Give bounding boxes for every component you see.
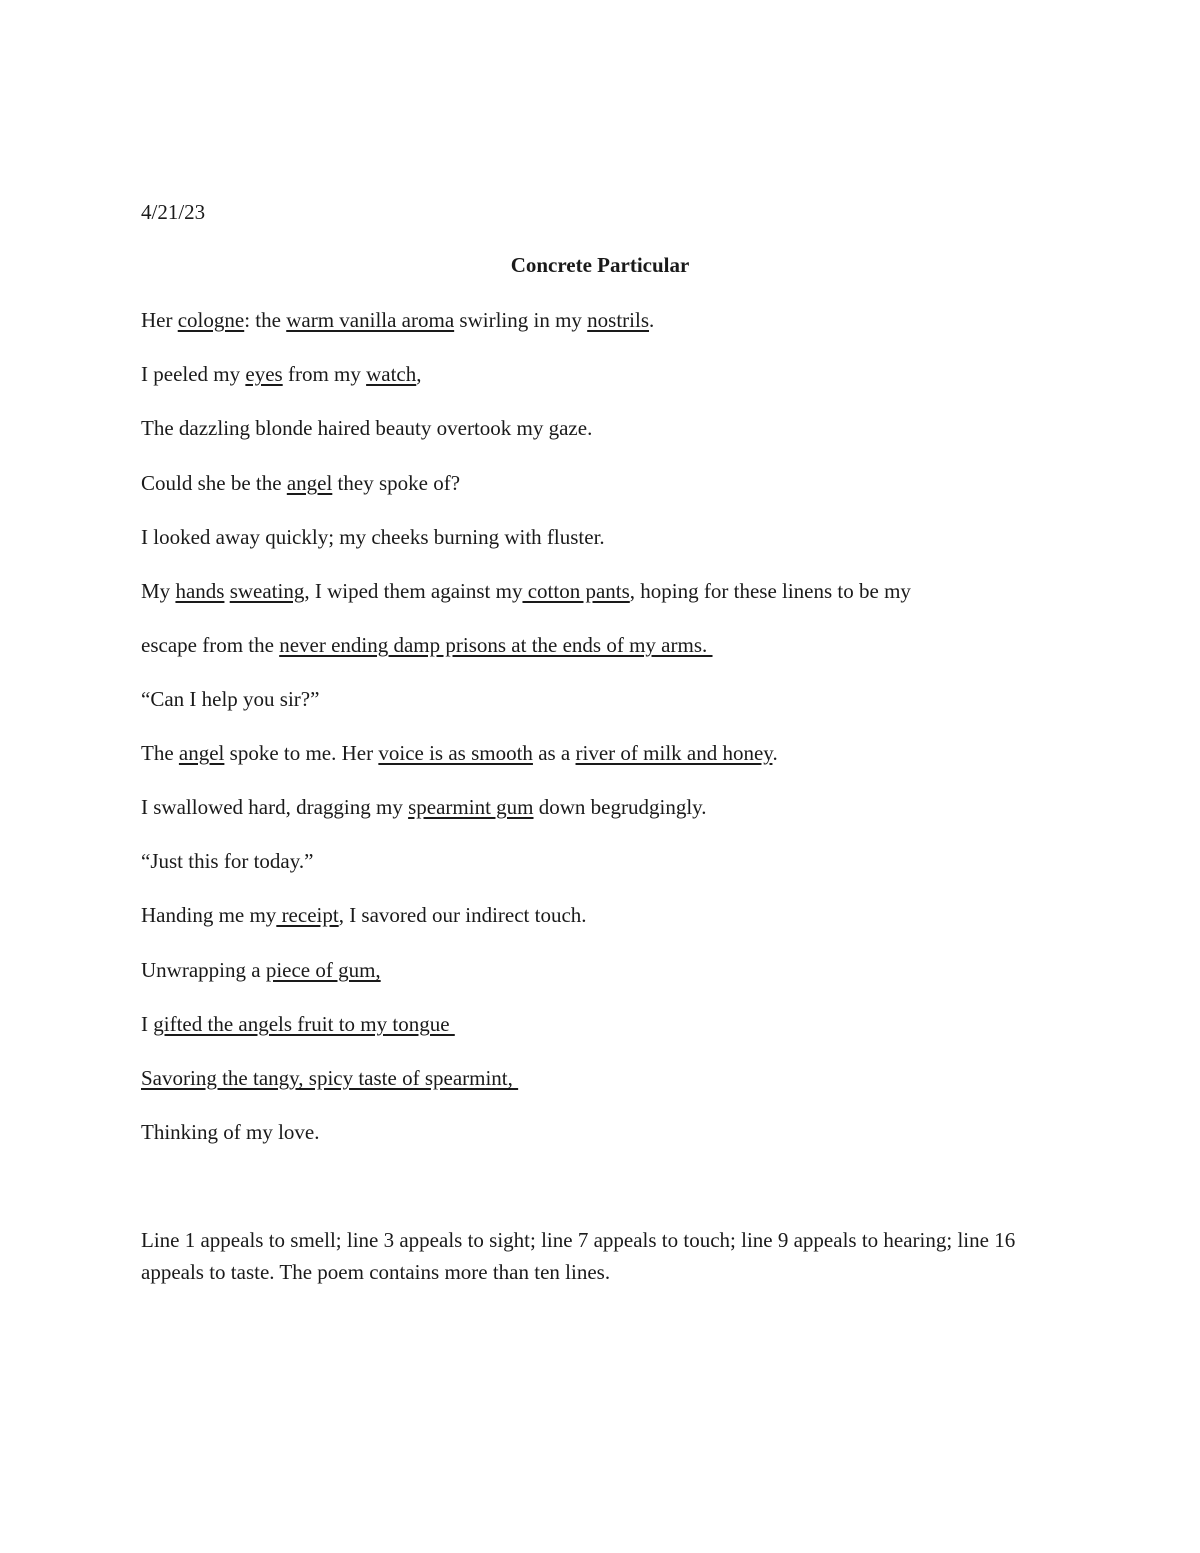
line-text: Unwrapping a — [141, 958, 266, 982]
underlined-phrase: cologne — [177, 308, 245, 332]
line-text: I peeled my — [141, 362, 246, 386]
poem-line — [141, 414, 592, 442]
poem-line — [141, 469, 460, 497]
underlined-phrase: river of milk and honey — [575, 741, 773, 765]
line-text: I — [141, 1012, 154, 1036]
poem-line — [141, 306, 654, 334]
line-text: from my — [282, 362, 367, 386]
line-text: , — [416, 362, 422, 386]
underlined-phrase: nostrils — [587, 308, 650, 332]
underlined-phrase: warm vanilla aroma — [286, 308, 455, 332]
line-text: they spoke of? — [332, 471, 461, 495]
line-text: , hoping for these linens to be my — [629, 579, 911, 603]
underlined-phrase: spearmint gum — [408, 795, 534, 819]
underlined-phrase: never ending damp prisons at the ends of my arms. — [279, 633, 713, 657]
line-text: Her — [141, 308, 178, 332]
line-text: I swallowed hard, dragging my — [141, 795, 409, 819]
line-text: My — [141, 579, 176, 603]
poem-line — [141, 1118, 319, 1146]
line-text: I looked away quickly; my cheeks burning with fluster. — [141, 525, 605, 549]
line-text: Could she be the — [141, 471, 287, 495]
poem-line — [141, 360, 422, 388]
line-text: “Can I help you sir?” — [141, 687, 320, 711]
poem-line — [141, 901, 587, 929]
underlined-phrase: sweating — [229, 579, 305, 603]
document-date: 4/21/23 — [141, 200, 206, 224]
poem-line — [141, 739, 778, 767]
line-text: as a — [532, 741, 576, 765]
line-text: swirling in my — [454, 308, 588, 332]
line-text: escape from the — [141, 633, 280, 657]
line-text: down begrudgingly. — [533, 795, 707, 819]
line-text: Handing me my — [141, 903, 277, 927]
underlined-phrase: eyes — [245, 362, 283, 386]
line-text: , I savored our indirect touch. — [338, 903, 587, 927]
line-text: . — [772, 741, 778, 765]
underlined-phrase: voice is as smooth — [378, 741, 533, 765]
underlined-phrase: angel — [178, 741, 225, 765]
poem-line — [141, 523, 605, 551]
poem-line — [141, 631, 713, 659]
poem-line — [141, 1064, 518, 1092]
analysis-note: Line 1 appeals to smell; line 3 appeals to sight; line 7 appeals to touch; line 9 appeals to hearing; line 16 appeals to taste. The poem contains more than ten lines. — [141, 1228, 1016, 1284]
poem-line — [141, 1010, 455, 1038]
poem-line — [141, 793, 707, 821]
line-text: Thinking of my love. — [141, 1120, 320, 1144]
underlined-phrase: angel — [286, 471, 333, 495]
underlined-phrase: gifted the angels fruit to my tongue — [153, 1012, 455, 1036]
poem-line — [141, 956, 381, 984]
line-text: The — [141, 741, 179, 765]
line-text: “Just this for today.” — [141, 849, 314, 873]
line-text: : the — [244, 308, 287, 332]
poem-line — [141, 685, 319, 713]
line-text: spoke to me. Her — [224, 741, 379, 765]
underlined-phrase: watch — [366, 362, 417, 386]
line-text: , I wiped them against my — [304, 579, 523, 603]
poem-line — [141, 847, 313, 875]
underlined-phrase: cotton pants — [522, 579, 630, 603]
underlined-phrase: piece of gum, — [265, 958, 381, 982]
line-text: The dazzling blonde haired beauty overtook my gaze. — [141, 416, 593, 440]
poem-line — [141, 577, 911, 605]
underlined-phrase: receipt — [276, 903, 339, 927]
line-text: . — [649, 308, 655, 332]
underlined-phrase: hands — [175, 579, 225, 603]
underlined-phrase: Savoring the tangy, spicy taste of spearmint, — [141, 1066, 519, 1090]
poem-title: Concrete Particular — [510, 253, 690, 277]
